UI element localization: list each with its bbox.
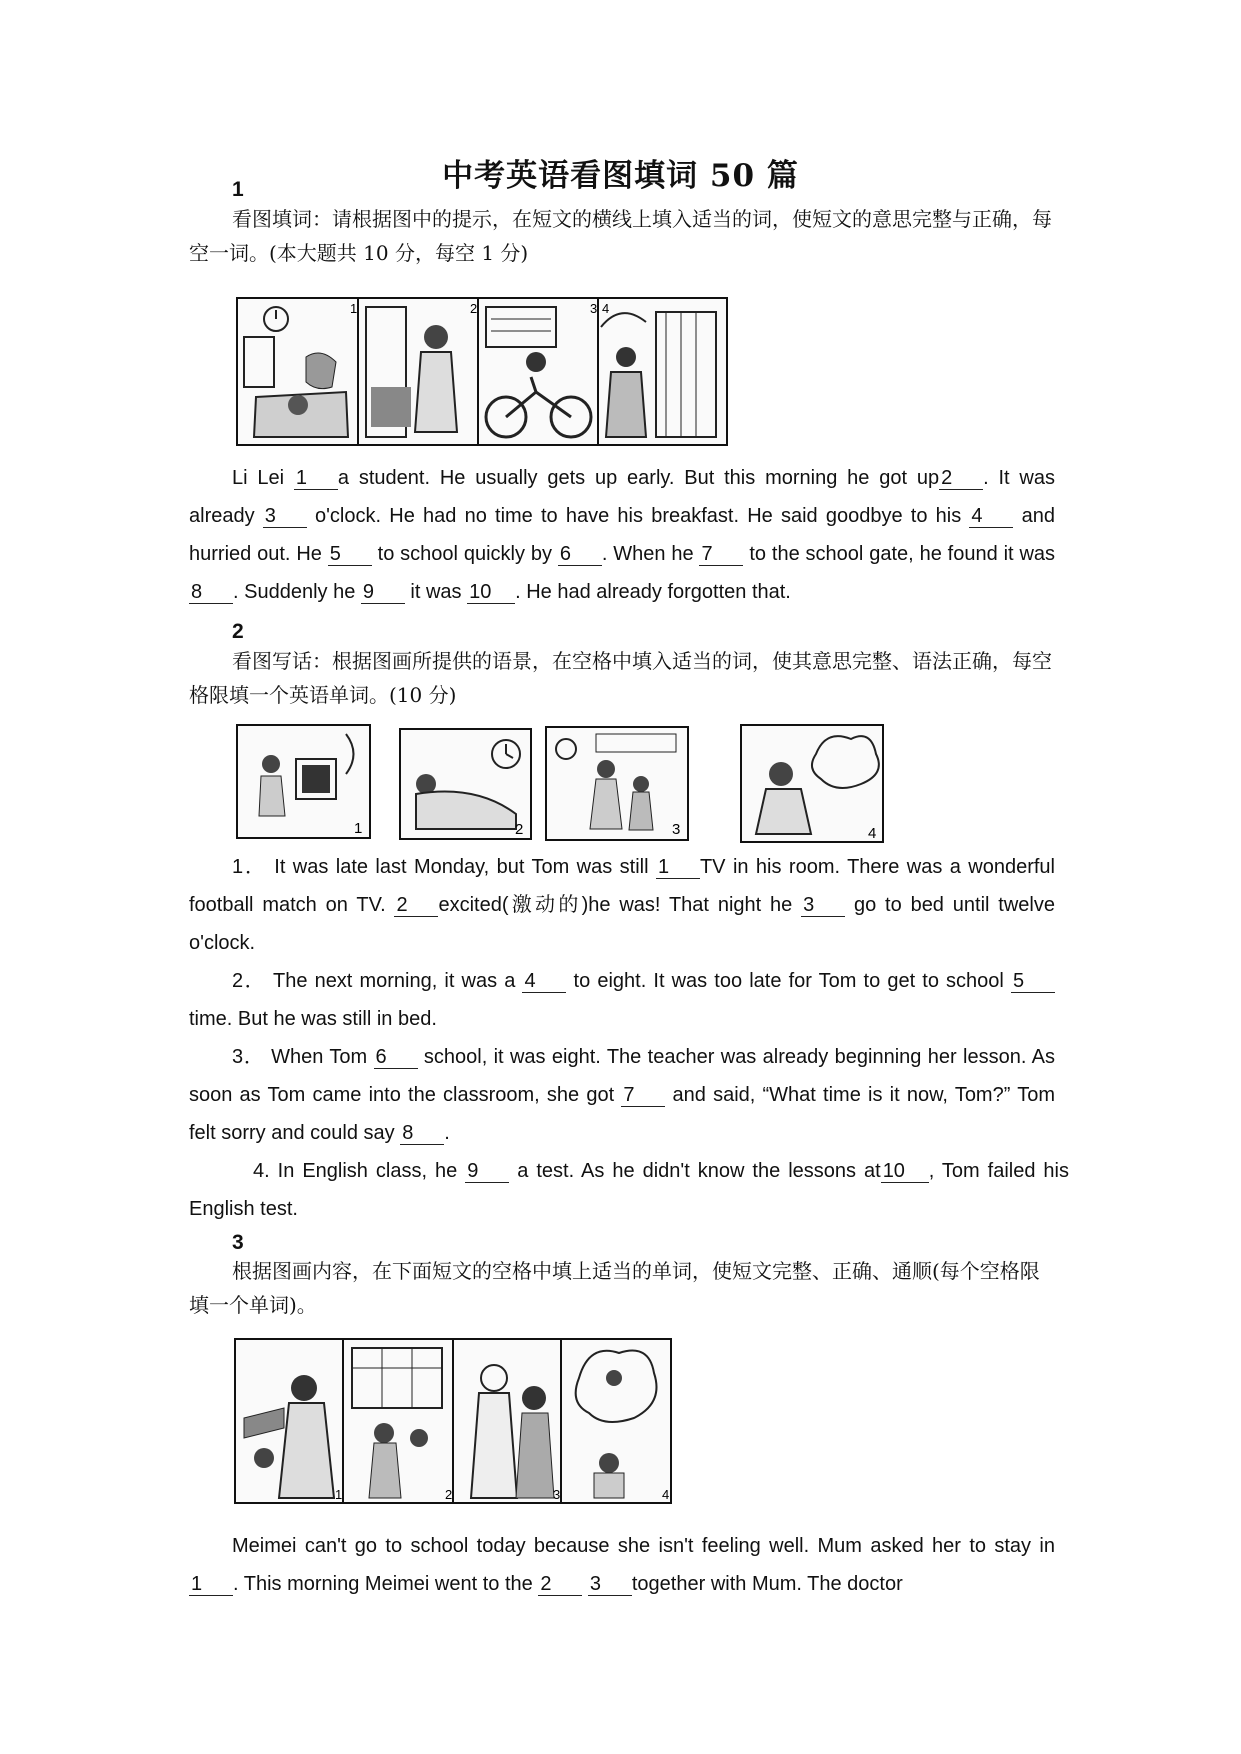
section-1-number: 1 — [232, 178, 244, 201]
answer-blank[interactable]: 1 — [294, 467, 338, 490]
answer-blank[interactable]: 7 — [699, 543, 743, 566]
answer-blank[interactable]: 4 — [969, 505, 1013, 528]
panel-label: 4 — [868, 825, 877, 842]
document-title: 中考英语看图填词 50 篇 — [442, 158, 799, 194]
answer-blank[interactable]: 2 — [394, 894, 438, 917]
panel-label: 3 — [590, 301, 598, 316]
answer-blank[interactable]: 2 — [939, 467, 983, 490]
answer-blank[interactable]: 3 — [588, 1573, 632, 1596]
panel-label: 1 — [350, 301, 358, 316]
panel-label: 4 — [662, 1487, 670, 1502]
answer-blank[interactable]: 8 — [189, 581, 233, 604]
panel-label: 2 — [515, 821, 524, 838]
section-2-item-2: 2． The next morning, it was a 4 to eight. It was too late for Tom to get to school 5 time. But he was still in bed. — [189, 962, 1055, 1038]
section-3-picture — [234, 1338, 672, 1504]
answer-blank[interactable]: 7 — [621, 1084, 665, 1107]
answer-blank[interactable]: 8 — [400, 1122, 444, 1145]
answer-blank[interactable]: 6 — [374, 1046, 418, 1069]
panel-label: 2 — [470, 301, 478, 316]
section-2-item-3: 3． When Tom 6 school, it was eight. The teacher was already beginning her lesson. As soon as Tom came into the classroom, she got 7 and said, “What time is it now, Tom?” Tom felt sorry and could say 8 . — [189, 1046, 1055, 1144]
section-1-passage: Li Lei 1 a student. He usually gets up early. But this morning he got up 2 . It was already 3 o'clock. He had no time to have his breakfast. He said goodbye to his 4 and hurried out. He 5 to school quickly by 6 . When he 7 to the school gate, he found it was 8 . Suddenly he 9 it was 10 . He had already forgotten that. — [189, 467, 1056, 603]
panel-label: 3 — [553, 1487, 561, 1502]
section-3-number: 3 — [232, 1231, 244, 1254]
section-2-item-1: 1． It was late last Monday, but Tom was still 1 TV in his room. There was a wonderful football match on TV. 2 excited(激动的)he was! That night he 3 go to bed until twelve o'clock. — [189, 856, 1055, 954]
answer-blank[interactable]: 9 — [361, 581, 405, 604]
panel-label: 2 — [445, 1487, 453, 1502]
answer-blank[interactable]: 3 — [263, 505, 307, 528]
answer-blank[interactable]: 4 — [522, 970, 566, 993]
panel-label: 1 — [335, 1487, 343, 1502]
section-2-item-4: 4. In English class, he 9 a test. As he didn't know the lessons at 10 , Tom failed his English test. — [189, 1160, 1069, 1220]
answer-blank[interactable]: 3 — [801, 894, 845, 917]
panel-label: 1 — [354, 820, 363, 837]
answer-blank[interactable]: 10 — [467, 581, 515, 604]
answer-blank[interactable]: 1 — [189, 1573, 233, 1596]
answer-blank[interactable]: 2 — [538, 1573, 582, 1596]
answer-blank[interactable]: 10 — [881, 1160, 929, 1183]
section-1-picture — [236, 297, 728, 446]
panel-label: 4 — [602, 301, 610, 316]
section-2-instruction: 看图写话：根据图画所提供的语景，在空格中填入适当的词，使其意思完整、语法正确，每空格限填一个英语单词。(10 分) — [189, 649, 1052, 707]
answer-blank[interactable]: 5 — [328, 543, 372, 566]
answer-blank[interactable]: 9 — [465, 1160, 509, 1183]
answer-blank[interactable]: 1 — [656, 856, 700, 879]
section-3-instruction: 根据图画内容，在下面短文的空格中填上适当的单词，使短文完整、正确、通顺(每个空格限填一个单词)。 — [189, 1259, 1040, 1317]
section-3-passage: Meimei can't go to school today because she isn't feeling well. Mum asked her to stay in 1 . This morning Meimei went to the 2 3 together with Mum. The doctor — [191, 1535, 1055, 1595]
section-2-number: 2 — [232, 620, 244, 643]
section-2-pictures — [236, 724, 896, 849]
section-1-instruction: 看图填词：请根据图中的提示，在短文的横线上填入适当的词，使短文的意思完整与正确，每空一词。(本大题共 10 分，每空 1 分) — [189, 207, 1052, 265]
answer-blank[interactable]: 6 — [558, 543, 602, 566]
answer-blank[interactable]: 5 — [1011, 970, 1055, 993]
panel-label: 3 — [672, 821, 681, 838]
